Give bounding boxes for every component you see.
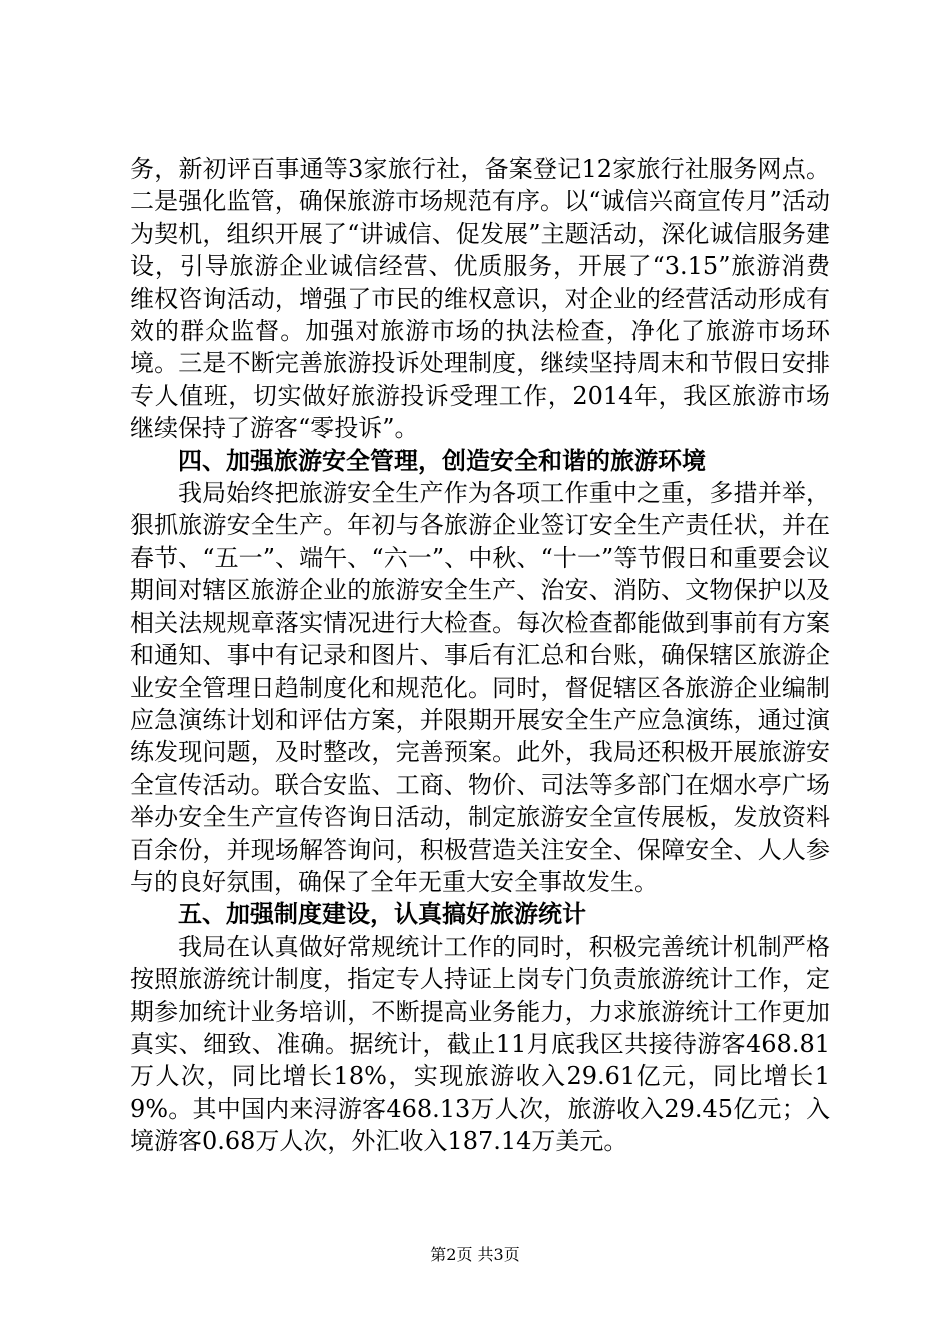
paragraph-section-5: 我局在认真做好常规统计工作的同时，积极完善统计机制严格按照旅游统计制度，指定专人持证上岗专门负责旅游统计工作，定期参加统计业务培训，不断提高业务能力，力求旅游统计工作更加真实、细致、准确。据统计，截止11月底我区共接待游客468.81万人次，同比增长18%，实现旅游收入29.61亿元，同比增长19%。其中国内来浔游客468.13万人次，旅游收入29.45亿元；入境游客0.68万人次，外汇收入187.14万美元。 — [130, 932, 830, 1156]
paragraph-section-4: 我局始终把旅游安全生产作为各项工作重中之重，多措并举，狠抓旅游安全生产。年初与各旅游企业签订安全生产责任状，并在春节、“五一”、端午、“六一”、中秋、“十一”等节假日和重要会议期间对辖区旅游企业的旅游安全生产、治安、消防、文物保护以及相关法规规章落实情况进行大检查。每次检查都能做到事前有方案和通知、事中有记录和图片、事后有汇总和台账，确保辖区旅游企业安全管理日趋制度化和规范化。同时，督促辖区各旅游企业编制应急演练计划和评估方案，并限期开展安全生产应急演练，通过演练发现问题，及时整改，完善预案。此外，我局还积极开展旅游安全宣传活动。联合安监、工商、物价、司法等多部门在烟水亭广场举办安全生产宣传咨询日活动，制定旅游安全宣传展板，发放资料百余份，并现场解答询问，积极营造关注安全、保障安全、人人参与的良好氛围，确保了全年无重大安全事故发生。 — [130, 479, 830, 896]
section-heading-4: 四、加强旅游安全管理，创造安全和谐的旅游环境 — [178, 446, 706, 475]
document-body — [130, 153, 830, 1158]
paragraph-continued: 务，新初评百事通等3家旅行社，备案登记12家旅行社服务网点。二是强化监管，确保旅游市场规范有序。以“诚信兴商宣传月”活动为契机，组织开展了“讲诚信、促发展”主题活动，深化诚信服务建设，引导旅游企业诚信经营、优质服务，开展了“3.15”旅游消费维权咨询活动，增强了市民的维权意识，对企业的经营活动形成有效的群众监督。加强对旅游市场的执法检查，净化了旅游市场环境。三是不断完善旅游投诉处理制度，继续坚持周末和节假日安排专人值班，切实做好旅游投诉受理工作，2014年，我区旅游市场继续保持了游客“零投诉”。 — [130, 155, 830, 443]
section-heading-5: 五、加强制度建设，认真搞好旅游统计 — [178, 900, 586, 929]
page-footer: 第2页 共3页 — [430, 1245, 520, 1264]
